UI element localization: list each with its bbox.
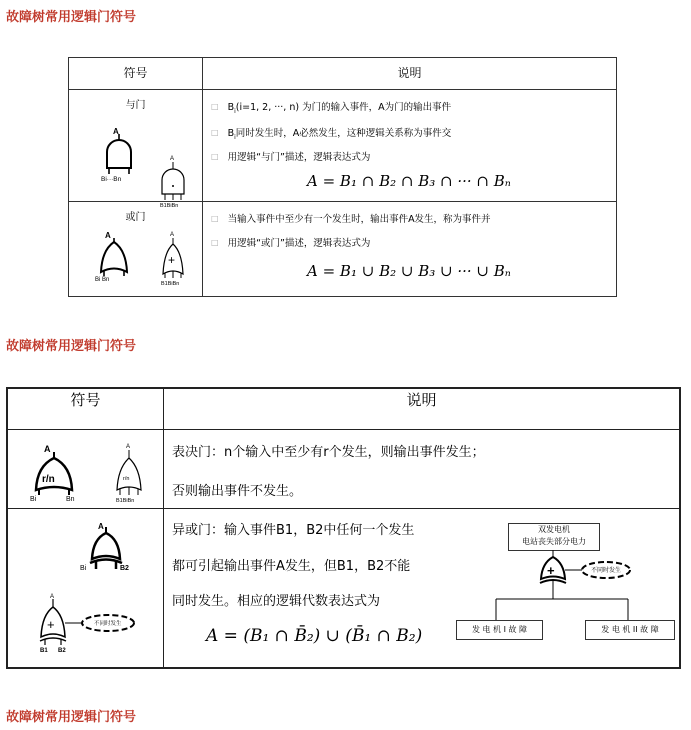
header-symbol: 符号 [69, 58, 203, 90]
vote-gate-line-2: 否则输出事件不发生。 [172, 484, 303, 499]
diagram-top-line2: 电站丧失部分电力 [522, 537, 586, 546]
and-gate-formula: A = B₁ ∩ B₂ ∩ B₃ ∩ ··· ∩ Bₙ [307, 172, 511, 190]
and-gate-icon [99, 128, 139, 183]
or-gate-line-1: □ 当输入事件中至少有一个发生时，输出事件A发生，称为事件并 [211, 211, 491, 225]
gate-table-2 [6, 387, 681, 669]
xor-gate-b2: B2 [120, 565, 129, 572]
or-gate-symbol-cell [69, 202, 203, 297]
xor-gate-small-b1: B1 [40, 648, 48, 654]
gate-table-1 [68, 57, 617, 297]
section-heading-1: 故障树常用逻辑门符号 [6, 10, 137, 25]
xor-gate-small-icon [36, 593, 146, 653]
diagram-top-line1: 双发电机 [538, 525, 570, 534]
or-gate-small-label-a: A [170, 232, 175, 238]
svg-text:+: + [47, 617, 55, 632]
or-gate-description-cell [203, 202, 617, 297]
header-description: 说明 [203, 58, 617, 90]
or-gate-small-icon [161, 230, 185, 286]
xor-gate-label-a: A [98, 522, 104, 531]
xor-example-diagram [456, 519, 681, 647]
vote-gate-symbol-cell [7, 430, 164, 509]
vote-gate-small-label-a: A [126, 444, 131, 450]
svg-text:+: + [547, 563, 555, 578]
vote-gate-rn: r/n [42, 474, 55, 485]
xor-gate-line-3: 同时发生。相应的逻辑代数表达式为 [172, 594, 381, 609]
or-gate-small-inputs-label: B1BiBn [161, 281, 180, 287]
or-gate-line-2: □ 用逻辑“或门”描述，逻辑表达式为 [211, 235, 370, 249]
vote-gate-bi: Bi [30, 496, 37, 503]
vote-gate-icon [30, 444, 80, 502]
diagram-left-event: 发 电 机 I 故 障 [456, 620, 543, 640]
or-gate-row [69, 202, 617, 297]
xor-gate-cond-label: 不同时发生 [94, 621, 122, 627]
vote-gate-small-inputs: B1BiBn [116, 498, 135, 504]
or-gate-label-a: A [105, 231, 111, 240]
or-gate-icon [95, 232, 135, 282]
xor-gate-icon [78, 519, 134, 577]
xor-gate-small-label-a: A [50, 594, 55, 600]
and-gate-line-3: □ 用逻辑“与门”描述，逻辑表达式为 [211, 149, 370, 163]
and-gate-label-a: A [113, 127, 119, 136]
xor-gate-row [7, 509, 680, 668]
svg-text:+: + [168, 253, 176, 267]
vote-gate-label-a: A [44, 444, 51, 454]
xor-gate-description-cell [164, 509, 681, 668]
or-gate-title: 或门 [125, 212, 146, 223]
and-gate-description-cell [203, 90, 617, 202]
header-description-2: 说明 [164, 388, 681, 430]
section-heading-3: 故障树常用逻辑门符号 [6, 710, 137, 725]
and-gate-title: 与门 [125, 100, 146, 111]
and-gate-row [69, 90, 617, 202]
and-gate-inputs-label: Bi···Bn [101, 176, 122, 183]
and-gate-small-inputs-label: B1BiBn [160, 203, 179, 209]
section-heading-2: 故障树常用逻辑门符号 [6, 339, 137, 354]
vote-gate-small-icon [114, 442, 144, 504]
and-gate-line-2: □ $B_i$同时发生时，A必然发生，这种逻辑关系称为事件交 [211, 125, 451, 141]
header-symbol-2: 符号 [7, 388, 164, 430]
xor-gate-line-1: 异或门：输入事件B1，B2中任何一个发生 [172, 523, 415, 538]
and-gate-line-1: □ $B_i(i=1$, 2, ···, n) 为门的输入事件，A为门的输出事件 [211, 99, 451, 115]
and-gate-small-label-a: A [170, 156, 175, 162]
xor-gate-line-2: 都可引起输出事件A发生，但B1，B2不能 [172, 559, 411, 574]
vote-gate-small-rn: r/n [123, 476, 130, 482]
xor-gate-formula: A = (B₁ ∩ B̄₂) ∪ (B̄₁ ∩ B₂) [206, 626, 423, 646]
xor-gate-symbol-cell [7, 509, 164, 668]
and-gate-symbol-cell [69, 90, 203, 209]
xor-gate-small-b2: B2 [58, 648, 66, 654]
or-gate-formula: A = B₁ ∪ B₂ ∪ B₃ ∪ ··· ∪ Bₙ [307, 262, 511, 280]
vote-gate-bn: Bn [66, 496, 75, 503]
diagram-right-event: 发 电 机 II 故 障 [585, 620, 675, 640]
vote-gate-row [7, 430, 680, 509]
vote-gate-line-1: 表决门：n个输入中至少有r个发生，则输出事件发生； [172, 445, 485, 460]
or-gate-inputs-label: Bi Bn [95, 277, 110, 283]
xor-gate-b1: Bi [80, 565, 87, 572]
diagram-cond-label: 不同时发生 [591, 568, 622, 574]
vote-gate-description-cell [164, 430, 681, 509]
